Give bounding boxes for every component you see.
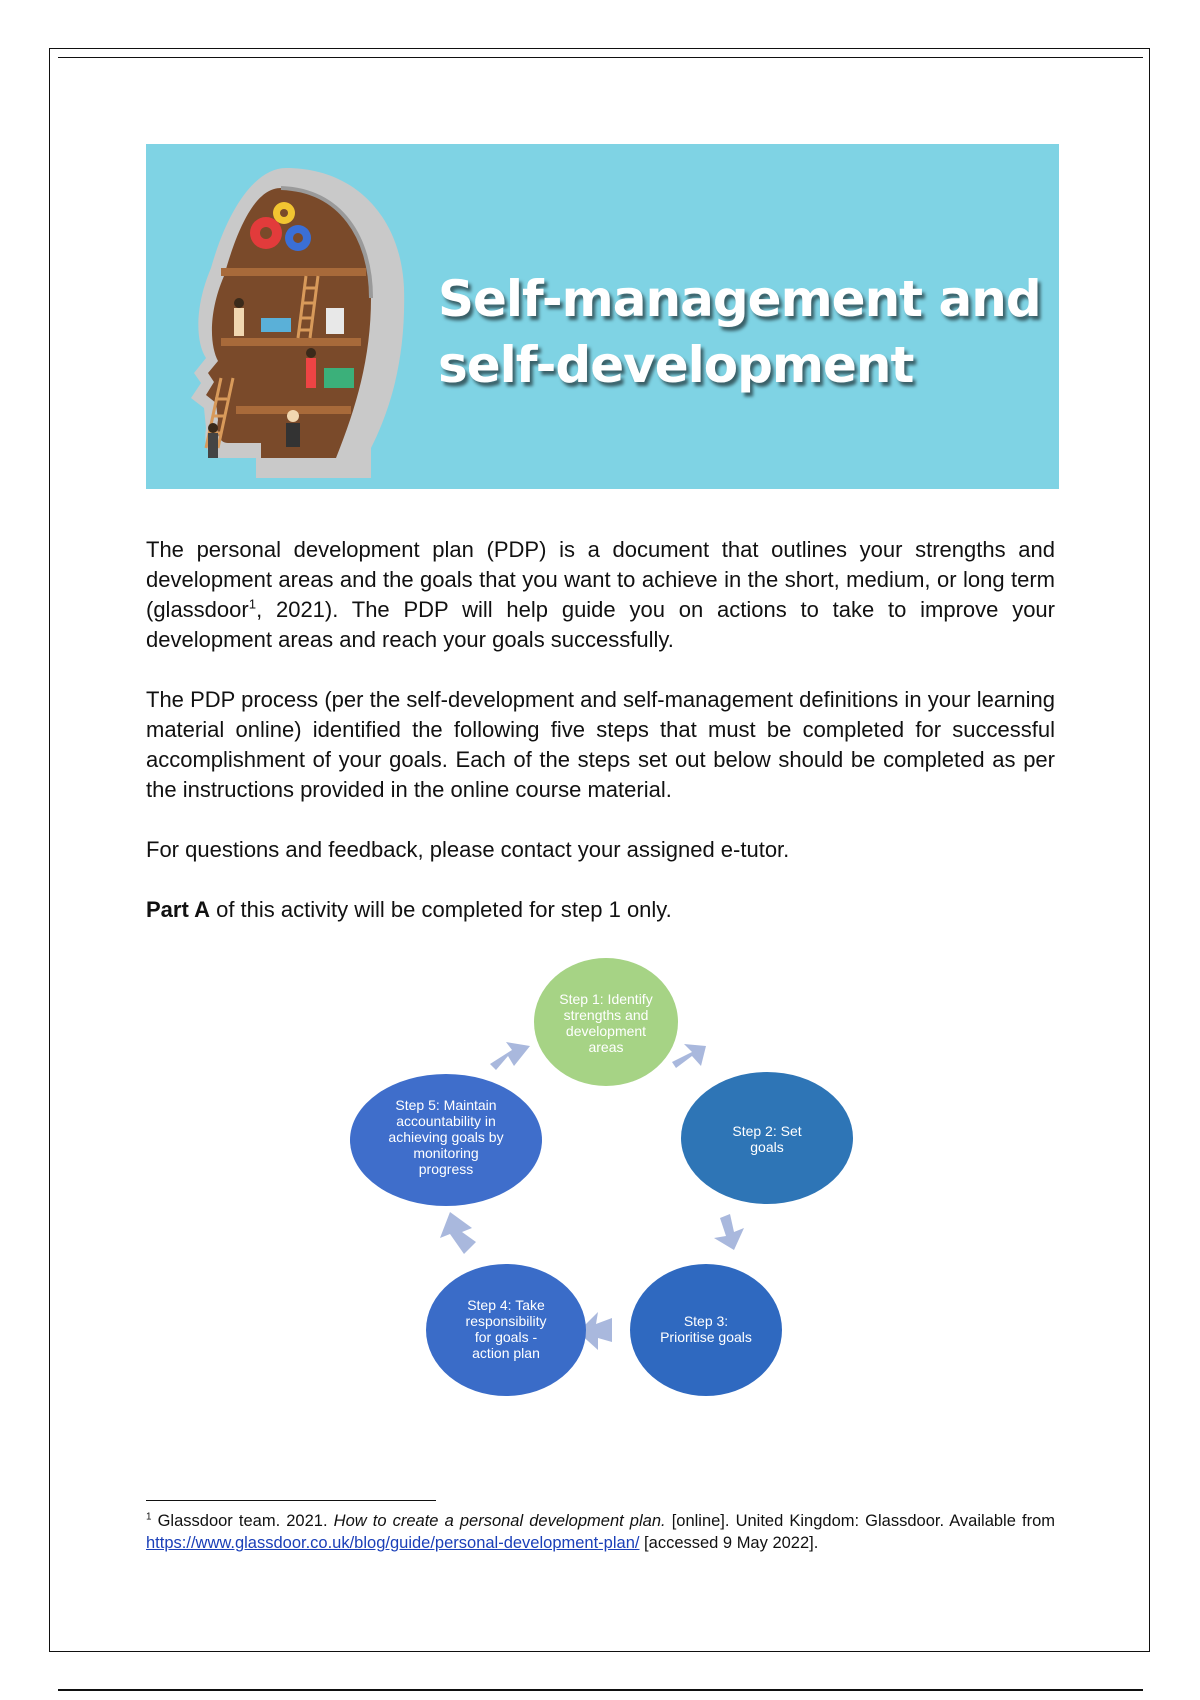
step-4-node (426, 1264, 586, 1396)
step-3-line1: Step 3: (683, 1313, 729, 1329)
step-1-line1: Step 1: Identify (559, 991, 653, 1007)
arrow-step1-to-step2 (672, 1044, 706, 1068)
process-paragraph: The PDP process (per the self-development and self-management definitions in your learning material online) identified the following five steps that must be completed for successful accomplishment of your goals. Each of the steps set out below should be completed as per the instructions provided in the online course material. (146, 687, 1055, 802)
banner-title-line2: self-development (438, 336, 914, 394)
arrow-step2-to-step3 (714, 1214, 744, 1250)
footnote-text-c: [accessed 9 May 2022]. (639, 1534, 819, 1552)
intro-text-a: The personal development plan (PDP) is a document that outlines your strengths and development areas and the goals that you want to achieve in the short, medium, or long term (glassdoor (146, 537, 1055, 622)
step-3-node (630, 1264, 782, 1396)
footnote-text-b: [online]. United Kingdom: Glassdoor. Available from (665, 1512, 1055, 1530)
frame-top-rule (58, 57, 1143, 58)
footnote-separator (146, 1500, 436, 1501)
next-page-top-rule (58, 1689, 1143, 1691)
arrow-step4-to-step5 (440, 1212, 476, 1254)
step-5-line4: monitoring (413, 1145, 479, 1161)
step-4-line1: Step 4: Take (467, 1297, 545, 1313)
step-1-line2: strengths and (563, 1007, 649, 1023)
arrow-step5-to-step1 (490, 1042, 530, 1070)
step-4-line3: for goals - (474, 1329, 538, 1345)
step-1-line3: development (565, 1023, 647, 1039)
step-5-node (350, 1074, 542, 1206)
contact-paragraph: For questions and feedback, please contact your assigned e-tutor. (146, 837, 790, 862)
part-a-text: of this activity will be completed for step 1 only. (209, 897, 672, 922)
part-a-paragraph (146, 895, 1055, 925)
head-with-gears-and-ladders-illustration (166, 158, 416, 478)
step-5-line1: Step 5: Maintain (395, 1097, 497, 1113)
footnote-marker: 1 (146, 1511, 152, 1523)
step-1-line4: areas (588, 1039, 624, 1055)
step-5-line2: accountability in (396, 1113, 496, 1129)
header-banner (146, 144, 1059, 489)
banner-title (438, 266, 1041, 398)
footnote-text-a: Glassdoor team. 2021. (151, 1512, 334, 1530)
pdp-cycle-diagram (340, 950, 880, 1410)
step-5-line5: progress (418, 1161, 474, 1177)
step-3-line2: Prioritise goals (660, 1329, 752, 1345)
footnote (146, 1510, 1055, 1554)
step-2-line1: Step 2: Set (732, 1123, 802, 1139)
footnote-link[interactable]: https://www.glassdoor.co.uk/blog/guide/personal-development-plan/ (146, 1534, 640, 1552)
step-2-node (681, 1072, 853, 1204)
step-1-node (534, 958, 678, 1086)
footnote-title: How to create a personal development plan. (333, 1512, 666, 1530)
step-4-line2: responsibility (465, 1313, 547, 1329)
step-5-line3: achieving goals by (388, 1129, 504, 1145)
intro-text-b: , 2021). The PDP will help guide you on actions to take to improve your development areas and reach your goals successfully. (146, 597, 1055, 652)
intro-paragraph (146, 535, 1055, 655)
step-2-line2: goals (750, 1139, 784, 1155)
footnote-reference[interactable]: 1 (248, 596, 257, 612)
part-a-label: Part A (146, 897, 210, 922)
step-4-line4: action plan (472, 1345, 540, 1361)
banner-title-line1: Self-management and (438, 270, 1041, 328)
